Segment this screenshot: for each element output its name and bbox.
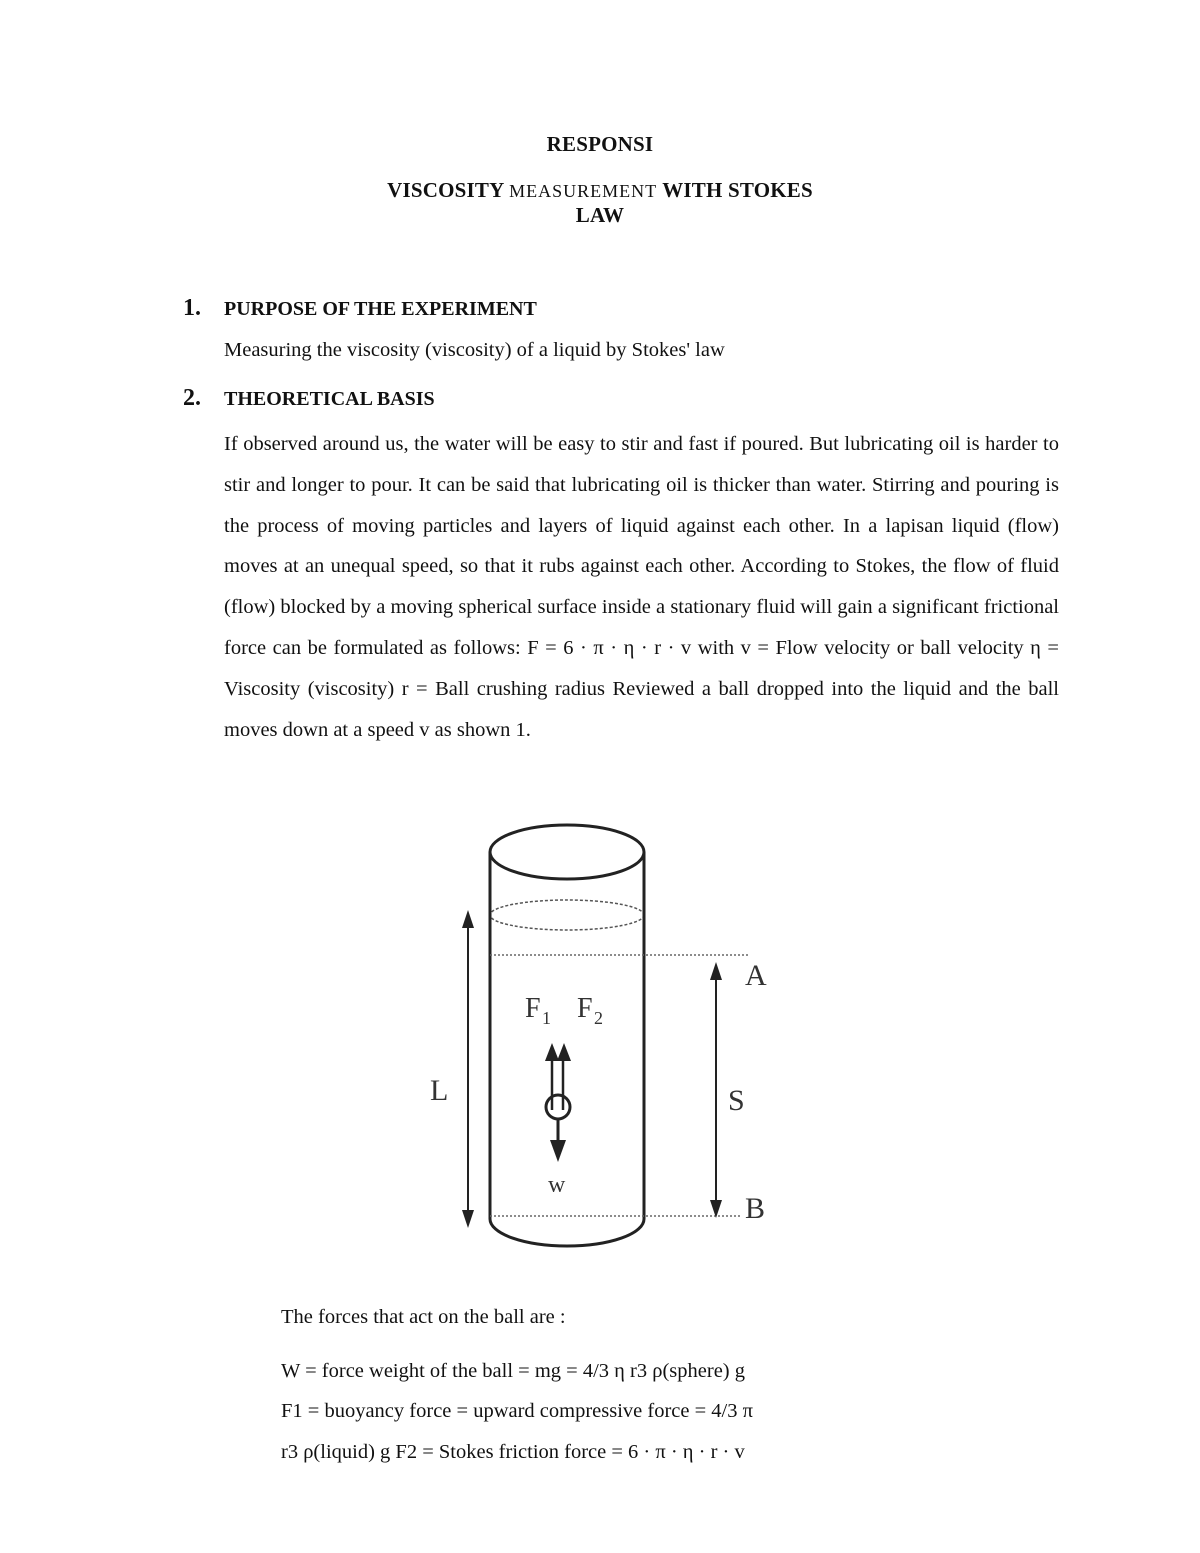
label-f1-subscript: 1	[542, 1008, 551, 1028]
force-f1-arrowhead	[545, 1043, 559, 1061]
distance-s-arrow-up	[710, 962, 722, 980]
label-s: S	[728, 1084, 745, 1117]
section-1-number: 1.	[183, 295, 201, 321]
label-a: A	[745, 959, 767, 992]
label-w: w	[548, 1172, 566, 1198]
force-formula-2: F1 = buoyancy force = upward compressive force = 4/3 π	[281, 1400, 753, 1422]
label-f2: F	[577, 993, 593, 1024]
document-subtitle	[0, 178, 1200, 203]
ball	[546, 1095, 570, 1119]
page-title: RESPONSI	[546, 132, 654, 156]
forces-intro: The forces that act on the ball are :	[281, 1306, 566, 1328]
length-l-arrow-up	[462, 910, 474, 928]
section-2-number: 2.	[183, 385, 201, 411]
force-formula-3: r3 ρ(liquid) g F2 = Stokes friction force = 6 · π · η · r · v	[281, 1441, 745, 1463]
length-l-arrow-down	[462, 1210, 474, 1228]
document-subtitle-line2: LAW	[575, 203, 625, 227]
subtitle-part-1: VISCOSITY	[387, 178, 504, 202]
stokes-cylinder-diagram	[400, 815, 800, 1255]
liquid-surface	[490, 900, 644, 930]
label-b: B	[745, 1192, 766, 1225]
label-l: L	[430, 1074, 449, 1107]
weight-arrowhead	[550, 1140, 566, 1162]
subtitle-part-2: MEASUREMENT	[509, 181, 658, 201]
cylinder-bottom	[490, 1219, 644, 1246]
section-1-heading: PURPOSE OF THE EXPERIMENT	[224, 298, 537, 320]
subtitle-part-3: WITH STOKES	[662, 178, 813, 202]
label-f2-subscript: 2	[594, 1008, 603, 1028]
label-f1: F	[525, 993, 541, 1024]
section-1-text: Measuring the viscosity (viscosity) of a liquid by Stokes' law	[224, 339, 725, 361]
force-formula-1: W = force weight of the ball = mg = 4/3 η r3 ρ(sphere) g	[281, 1360, 745, 1382]
section-2-heading: THEORETICAL BASIS	[224, 388, 435, 410]
force-f2-arrowhead	[557, 1043, 571, 1061]
section-2-paragraph: If observed around us, the water will be easy to stir and fast if poured. But lubricating oil is harder to stir and longer to pour. It can be said that lubricating oil is thicker than water. Stirring and pouring is the process of moving particles and layers of liquid against each other. In a lapisan liquid (flow) moves at an unequal speed, so that it rubs against each other. According to Stokes, the flow of fluid (flow) blocked by a moving spherical surface inside a stationary fluid will gain a significant frictional force can be formulated as follows: F = 6 · π · η · r · v with v = Flow velocity or ball velocity η = Viscosity (viscosity) r = Ball crushing radius Reviewed a ball dropped into the liquid and the ball moves down at a speed v as shown 1.	[224, 433, 1059, 741]
cylinder-top-ellipse	[490, 825, 644, 879]
